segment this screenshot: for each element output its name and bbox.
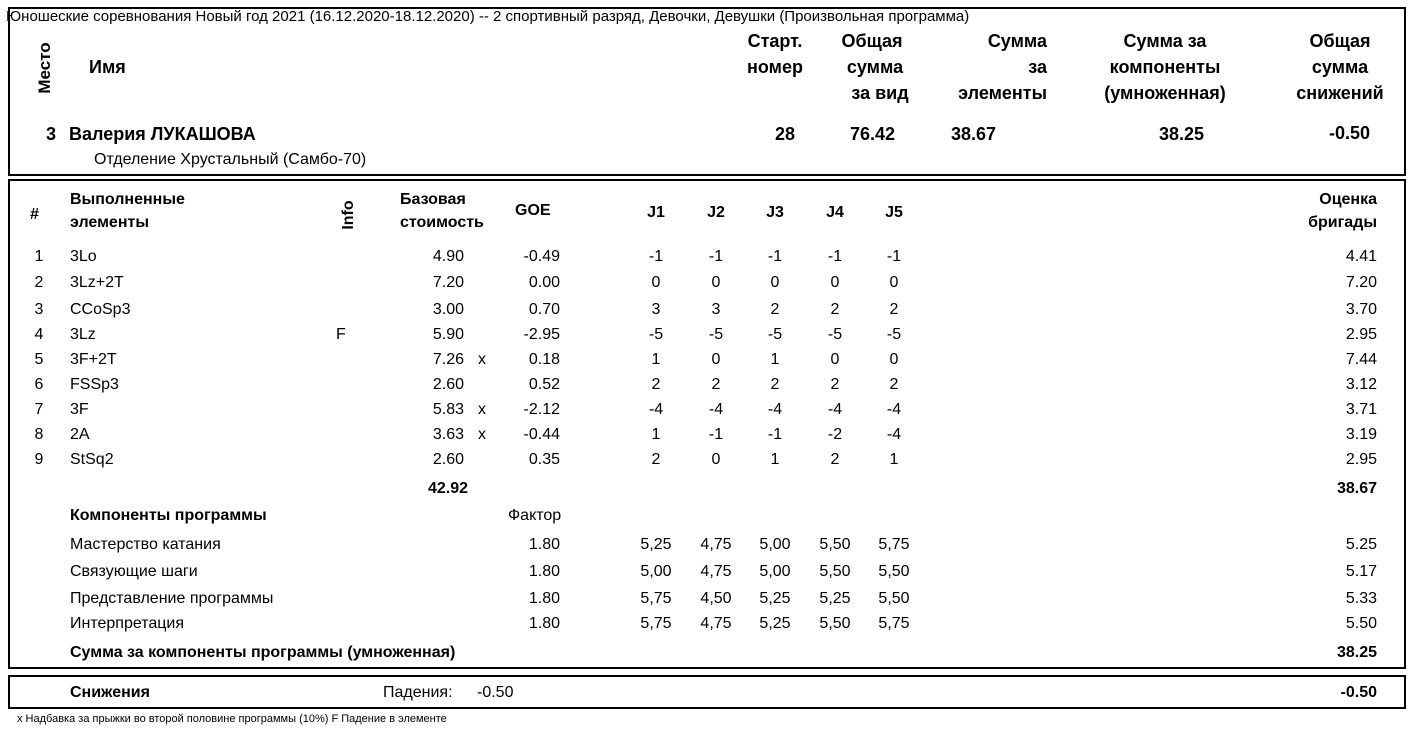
col-elements-header-1: Сумма: [987, 31, 1047, 51]
component-judge-2-score: 4,75: [700, 615, 732, 632]
bonus-mark: x: [478, 426, 486, 443]
component-factor: 1.80: [528, 536, 560, 553]
panel-score: 4.41: [1345, 248, 1377, 265]
panel-score: 3.71: [1345, 401, 1377, 418]
judge-1-score: -5: [648, 326, 664, 343]
elements-total-value: 38.67: [951, 124, 997, 144]
base-value: 3.00: [432, 301, 464, 318]
panel-score: 3.70: [1345, 301, 1377, 318]
component-score: 5.50: [1345, 615, 1377, 632]
falls-label: Падения:: [383, 684, 453, 701]
judge-5-score: 0: [889, 274, 899, 291]
judge-1-score: 2: [651, 451, 661, 468]
component-judge-4-score: 5,50: [819, 563, 851, 580]
goe-value: 0.00: [528, 274, 560, 291]
base-value: 7.20: [432, 274, 464, 291]
component-judge-4-score: 5,50: [819, 615, 851, 632]
goe-value: -0.49: [523, 248, 560, 265]
component-judge-4-score: 5,25: [819, 590, 851, 607]
judge-3-score: 1: [770, 451, 780, 468]
judge-4-score: -2: [827, 426, 843, 443]
col-deductions-header-2: сумма: [1311, 57, 1369, 77]
element-info: F: [336, 326, 346, 343]
col-components-header-3: (умноженная): [1104, 83, 1226, 103]
row-number: 1: [34, 248, 44, 265]
component-judge-5-score: 5,50: [878, 590, 910, 607]
judge-4-score: 2: [830, 451, 840, 468]
col-deductions-header-1: Общая: [1309, 31, 1371, 51]
judge-3-score: 1: [770, 351, 780, 368]
col-base-header-1: Базовая: [400, 191, 466, 208]
judge-1-score: 2: [651, 376, 661, 393]
panel-score: 2.95: [1345, 451, 1377, 468]
judge-4-score: -4: [827, 401, 843, 418]
judge-2-score: 0: [711, 274, 721, 291]
judge-5-score: -4: [886, 426, 902, 443]
judge-3-score: 0: [770, 274, 780, 291]
base-value: 7.26: [432, 351, 464, 368]
element-code: 3Lo: [70, 248, 97, 265]
component-judge-3-score: 5,00: [759, 536, 791, 553]
col-judge-4-header: J4: [826, 204, 844, 221]
goe-value: 0.70: [528, 301, 560, 318]
col-elements-header-2: за: [1028, 57, 1047, 77]
skater-club: Отделение Хрустальный (Самбо-70): [94, 151, 367, 168]
base-value-total: 42.92: [427, 480, 468, 497]
judge-4-score: -5: [827, 326, 843, 343]
judge-2-score: 3: [711, 301, 721, 318]
row-number: 3: [34, 301, 44, 318]
footnote: x Надбавка за прыжки во второй половине программы (10%) F Падение в элементе: [17, 713, 447, 725]
component-name: Интерпретация: [70, 615, 185, 632]
col-goe-header: GOE: [515, 202, 551, 219]
deductions-total: -0.50: [1340, 684, 1377, 701]
row-number: 2: [34, 274, 44, 291]
judge-2-score: -5: [708, 326, 724, 343]
col-name-header: Имя: [89, 57, 126, 77]
judge-3-score: 2: [770, 301, 780, 318]
col-number-header: #: [30, 206, 39, 223]
components-heading: Компоненты программы: [70, 507, 267, 524]
place-value: 3: [46, 124, 57, 144]
panel-score: 7.44: [1345, 351, 1377, 368]
judge-4-score: 0: [830, 274, 840, 291]
component-judge-1-score: 5,75: [640, 615, 672, 632]
col-components-header-2: компоненты: [1109, 57, 1221, 77]
judge-1-score: 1: [651, 351, 661, 368]
col-elements-header-3: элементы: [958, 83, 1047, 103]
component-judge-5-score: 5,75: [878, 615, 910, 632]
base-value: 3.63: [432, 426, 464, 443]
total-score-value: 76.42: [849, 124, 895, 144]
element-code: CCoSp3: [70, 301, 131, 318]
goe-value: -2.12: [523, 401, 560, 418]
row-number: 9: [34, 451, 44, 468]
bonus-mark: x: [478, 351, 486, 368]
col-judge-1-header: J1: [647, 204, 665, 221]
judge-3-score: -1: [767, 426, 783, 443]
row-number: 4: [34, 326, 44, 343]
goe-value: 0.18: [528, 351, 560, 368]
judge-2-score: 0: [711, 451, 721, 468]
goe-value: -0.44: [523, 426, 560, 443]
component-score: 5.17: [1345, 563, 1377, 580]
judge-5-score: 1: [889, 451, 899, 468]
component-factor: 1.80: [528, 590, 560, 607]
base-value: 4.90: [432, 248, 464, 265]
judge-3-score: -1: [767, 248, 783, 265]
judge-1-score: 1: [651, 426, 661, 443]
falls-value: -0.50: [477, 684, 514, 701]
col-components-header-1: Сумма за: [1123, 31, 1207, 51]
col-place-header: Место: [35, 42, 54, 94]
goe-value: 0.35: [528, 451, 560, 468]
component-factor: 1.80: [528, 563, 560, 580]
col-start-header-2: номер: [747, 57, 803, 77]
col-judge-3-header: J3: [766, 204, 784, 221]
component-judge-1-score: 5,00: [640, 563, 672, 580]
component-score: 5.33: [1345, 590, 1377, 607]
component-name: Представление программы: [70, 590, 274, 607]
element-code: 2A: [70, 426, 90, 443]
judge-3-score: 2: [770, 376, 780, 393]
event-title: Юношеские соревнования Новый год 2021 (16.12.2020-18.12.2020) -- 2 спортивный разряд, Девочки, Девушки (Произвольная программа): [6, 8, 970, 25]
element-code: 3Lz: [70, 326, 96, 343]
col-deductions-header-3: снижений: [1296, 83, 1384, 103]
element-code: 3F: [70, 401, 89, 418]
col-panel-header-2: бригады: [1308, 214, 1377, 231]
component-name: Мастерство катания: [70, 536, 221, 553]
judge-3-score: -4: [767, 401, 783, 418]
panel-score: 3.12: [1345, 376, 1377, 393]
deductions-label: Снижения: [70, 684, 150, 701]
component-judge-1-score: 5,25: [640, 536, 672, 553]
base-value: 2.60: [432, 376, 464, 393]
component-judge-5-score: 5,75: [878, 536, 910, 553]
judge-1-score: 3: [651, 301, 661, 318]
judge-5-score: -4: [886, 401, 902, 418]
component-judge-4-score: 5,50: [819, 536, 851, 553]
component-name: Связующие шаги: [70, 563, 198, 580]
element-code: 3F+2T: [70, 351, 117, 368]
judge-5-score: 2: [889, 376, 899, 393]
bonus-mark: x: [478, 401, 486, 418]
col-element-header-2: элементы: [70, 214, 149, 231]
col-total-header-1: Общая: [841, 31, 903, 51]
component-factor: 1.80: [528, 615, 560, 632]
judge-2-score: 2: [711, 376, 721, 393]
skater-name: Валерия ЛУКАШОВА: [69, 124, 256, 144]
col-start-header-1: Старт.: [747, 31, 803, 51]
component-judge-3-score: 5,25: [759, 590, 791, 607]
judge-5-score: -1: [886, 248, 902, 265]
col-judge-5-header: J5: [885, 204, 903, 221]
judge-2-score: -1: [708, 248, 724, 265]
component-score: 5.25: [1345, 536, 1377, 553]
judge-2-score: -4: [708, 401, 724, 418]
judge-5-score: -5: [886, 326, 902, 343]
component-judge-2-score: 4,75: [700, 563, 732, 580]
col-panel-header-1: Оценка: [1319, 191, 1377, 208]
panel-score: 2.95: [1345, 326, 1377, 343]
judge-4-score: 2: [830, 301, 840, 318]
elements-panel-total: 38.67: [1336, 480, 1377, 497]
component-judge-3-score: 5,00: [759, 563, 791, 580]
col-total-header-3: за вид: [851, 83, 909, 103]
factor-header: Фактор: [508, 507, 562, 524]
deductions-box: [8, 675, 1406, 709]
judge-4-score: 0: [830, 351, 840, 368]
judge-1-score: -4: [648, 401, 664, 418]
components-total-label: Сумма за компоненты программы (умноженная): [70, 644, 456, 661]
judge-5-score: 0: [889, 351, 899, 368]
col-judge-2-header: J2: [707, 204, 725, 221]
panel-score: 7.20: [1345, 274, 1377, 291]
element-code: 3Lz+2T: [70, 274, 124, 291]
row-number: 7: [34, 401, 44, 418]
judge-4-score: -1: [827, 248, 843, 265]
panel-score: 3.19: [1345, 426, 1377, 443]
base-value: 5.83: [432, 401, 464, 418]
row-number: 5: [34, 351, 44, 368]
base-value: 2.60: [432, 451, 464, 468]
component-judge-2-score: 4,50: [700, 590, 732, 607]
col-base-header-2: стоимость: [400, 214, 484, 231]
judge-5-score: 2: [889, 301, 899, 318]
judge-3-score: -5: [767, 326, 783, 343]
components-total-score: 38.25: [1336, 644, 1377, 661]
component-judge-2-score: 4,75: [700, 536, 732, 553]
component-judge-1-score: 5,75: [640, 590, 672, 607]
start-number-value: 28: [774, 124, 795, 144]
goe-value: -2.95: [523, 326, 560, 343]
base-value: 5.90: [432, 326, 464, 343]
deductions-total-value: -0.50: [1328, 123, 1370, 143]
component-judge-5-score: 5,50: [878, 563, 910, 580]
goe-value: 0.52: [528, 376, 560, 393]
col-info-header: Info: [340, 200, 357, 230]
components-total-value: 38.25: [1158, 124, 1204, 144]
element-code: FSSp3: [70, 376, 119, 393]
judge-2-score: 0: [711, 351, 721, 368]
col-total-header-2: сумма: [846, 57, 904, 77]
element-code: StSq2: [70, 451, 114, 468]
component-judge-3-score: 5,25: [759, 615, 791, 632]
row-number: 8: [34, 426, 44, 443]
row-number: 6: [34, 376, 44, 393]
judge-2-score: -1: [708, 426, 724, 443]
col-element-header-1: Выполненные: [70, 191, 185, 208]
judge-1-score: -1: [648, 248, 664, 265]
judge-1-score: 0: [651, 274, 661, 291]
judge-4-score: 2: [830, 376, 840, 393]
